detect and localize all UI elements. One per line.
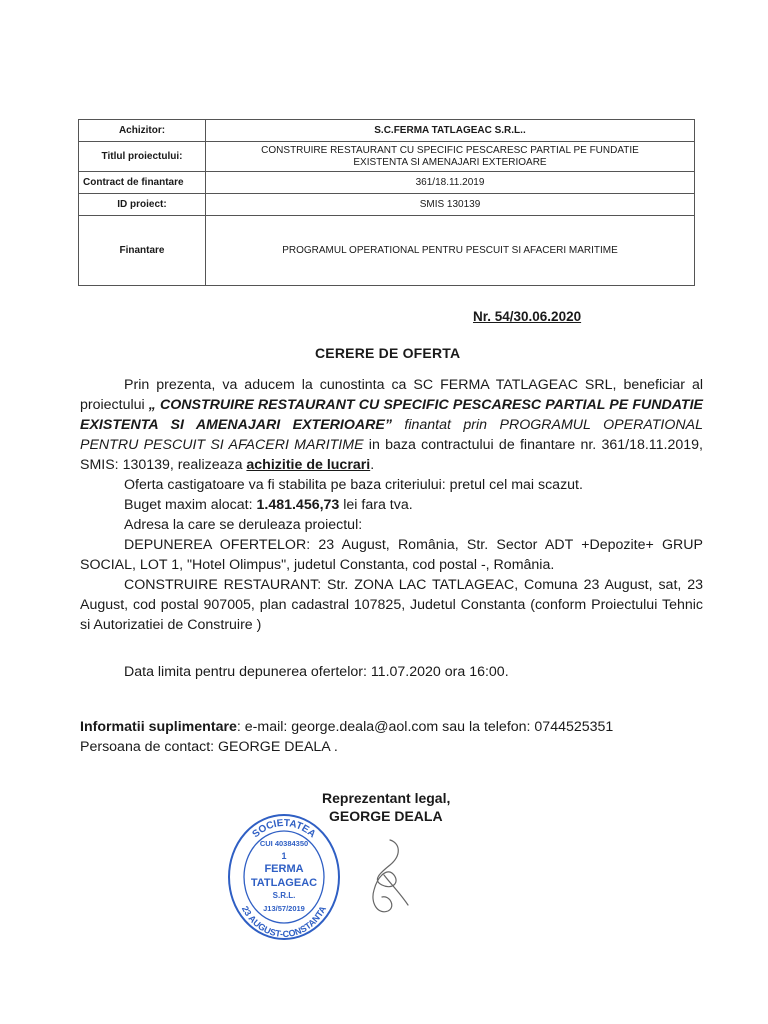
intro-end: . [370,457,375,473]
address-intro: Adresa la care se deruleaza proiectul: [124,517,363,533]
handwritten-signature-icon [360,835,420,920]
acquisition-type: achizitie de lucrari [246,457,371,473]
contract-label: Contract de finantare [79,172,206,194]
deadline-line: Data limita pentru depunerea ofertelor: 11.07.2020 ora 16:00. [124,664,509,680]
document-body [80,375,703,635]
titlu-line-1: CONSTRUIRE RESTAURANT CU SPECIFIC PESCARESC PARTIAL PE FUNDATIE [261,144,639,156]
budget-suffix: lei fara tva. [339,497,413,513]
stamp-top-text: SOCIETATEA [250,817,318,841]
extra-info-text [80,717,613,737]
criteria-line: Oferta castigatoare va fi stabilita pe baza criteriului: pretul cel mai scazut. [124,477,583,493]
budget-label: Buget maxim alocat: [124,497,257,513]
intro-paragraph [80,375,703,475]
id-value: SMIS 130139 [206,194,695,216]
intro-text: Prin prezenta, va aducem la cunostinta ca SC FERMA TATLAGEAC SRL, beneficiar al proiectului [80,377,703,413]
extra-info-row [80,717,713,737]
achizitor-label: Achizitor: [79,120,206,142]
table-row [79,120,695,142]
achizitor-value: S.C.FERMA TATLAGEAC S.R.L.. [206,120,695,142]
budget-line [80,495,703,515]
titlu-value [206,142,695,172]
document-title: CERERE DE OFERTA [315,345,461,361]
finantare-label: Finantare [79,216,206,286]
extra-info-label: Informatii suplimentare [80,719,237,735]
contract-value: 361/18.11.2019 [206,172,695,194]
stamp-name-2: TATLAGEAC [250,877,318,889]
table-row [79,142,695,172]
finantare-value: PROGRAMUL OPERATIONAL PENTRU PESCUIT SI AFACERI MARITIME [206,216,695,286]
stamp-cui: CUI 40384350 [259,839,309,848]
table-row [79,194,695,216]
construire-address: CONSTRUIRE RESTAURANT: Str. ZONA LAC TATLAGEAC, Comuna 23 August, sat, 23 August, cod postal 907005, plan cadastral 107825, Judetul Constanta (conform Proiectului Tehnic si Autorizatiei de Construire ) [80,577,703,633]
stamp-reg: J13/57/2019 [263,904,305,913]
table-row [79,216,695,286]
depunerea-address: DEPUNEREA OFERTELOR: 23 August, România, Str. Sector ADT +Depozite+ GRUP SOCIAL, LOT 1, "Hotel Olimpus", judetul Constanta, cod postal -, România. [80,537,703,573]
stamp-city-text: 23 AUGUST-CONSTANTA [239,904,329,940]
signature-name: GEORGE DEALA [329,808,443,824]
contract-text: in baza contractului de finantare nr. 361/18.11.2019, SMIS: 130139, realizeaza [80,437,703,473]
budget-amount: 1.481.456,73 [256,497,340,513]
titlu-line-2: EXISTENTA SI AMENAJARI EXTERIOARE [353,156,547,168]
stamp-name-1: FERMA [264,863,304,875]
stamp-srl: S.R.L. [272,891,296,900]
project-title: „ CONSTRUIRE RESTAURANT CU SPECIFIC PESCARESC PARTIAL PE FUNDATIE EXISTENTA SI AMENAJARI EXTERIOARE” [80,397,703,433]
titlu-label: Titlul proiectului: [79,142,206,172]
id-label: ID proiect: [79,194,206,216]
contact-person: Persoana de contact: GEORGE DEALA . [80,739,338,755]
extra-info [80,717,713,757]
extra-info-contact: : e-mail: george.deala@aol.com sau la telefon: 0744525351 [236,719,614,735]
project-info-table [78,119,695,286]
table-row [79,172,695,194]
stamp-number: 1 [281,851,287,861]
document-number: Nr. 54/30.06.2020 [473,309,582,324]
financed-by: finantat prin PROGRAMUL OPERATIONAL PENTRU PESCUIT SI AFACERI MARITIME [80,417,703,453]
signature-role: Reprezentant legal, [322,790,451,806]
company-stamp-icon [226,812,342,942]
